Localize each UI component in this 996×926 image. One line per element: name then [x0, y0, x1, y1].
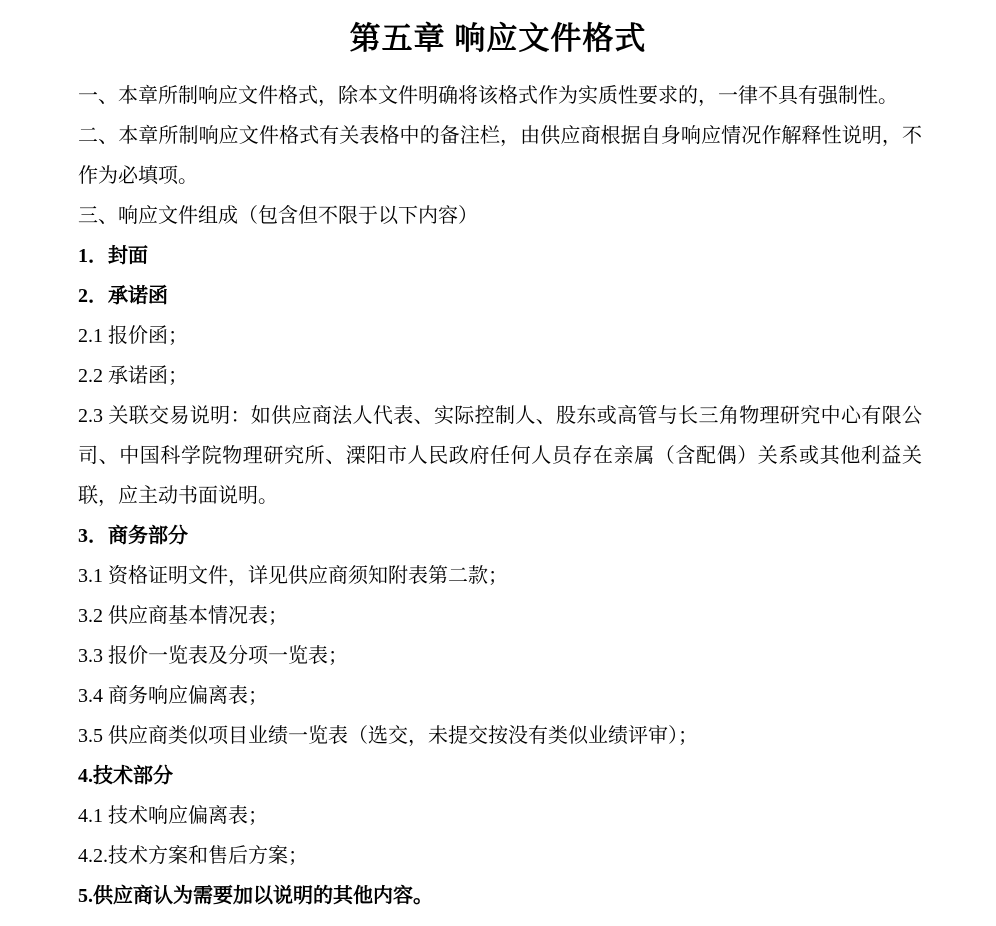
list-item-2-3: 2.3 关联交易说明：如供应商法人代表、实际控制人、股东或高管与长三角物理研究中心有限公司、中国科学院物理研究所、溧阳市人民政府任何人员存在亲属（含配偶）关系或其他利益关联，应主动书面说明。 [78, 405, 922, 507]
list-item-2-1: 2.1 报价函； [78, 325, 188, 347]
paragraph-rule-1: 一、本章所制响应文件格式，除本文件明确将该格式作为实质性要求的，一律不具有强制性。 [78, 85, 898, 107]
list-item-3-5: 3.5 供应商类似项目业绩一览表（选交，未提交按没有类似业绩评审）； [78, 725, 698, 747]
list-item-3-1: 3.1 资格证明文件，详见供应商须知附表第二款； [78, 565, 508, 587]
document-body [78, 76, 922, 916]
section-heading-technical-part: 4.技术部分 [78, 765, 173, 787]
chapter-title: 第五章 响应文件格式 [349, 21, 647, 56]
list-item-3-2: 3.2 供应商基本情况表； [78, 605, 288, 627]
paragraph-rule-2: 二、本章所制响应文件格式有关表格中的备注栏，由供应商根据自身响应情况作解释性说明，不作为必填项。 [78, 125, 922, 187]
list-item-2-2: 2.2 承诺函； [78, 365, 188, 387]
section-heading-other-content: 5.供应商认为需要加以说明的其他内容。 [78, 885, 433, 907]
section-heading-cover: 1．封面 [78, 245, 148, 267]
list-item-4-2: 4.2.技术方案和售后方案； [78, 845, 308, 867]
paragraph-rule-3: 三、响应文件组成（包含但不限于以下内容） [78, 205, 478, 227]
list-item-3-4: 3.4 商务响应偏离表； [78, 685, 268, 707]
list-item-4-1: 4.1 技术响应偏离表； [78, 805, 268, 827]
section-heading-commercial-part: 3．商务部分 [78, 525, 188, 547]
list-item-3-3: 3.3 报价一览表及分项一览表； [78, 645, 348, 667]
section-heading-commitment-letter: 2．承诺函 [78, 285, 168, 307]
